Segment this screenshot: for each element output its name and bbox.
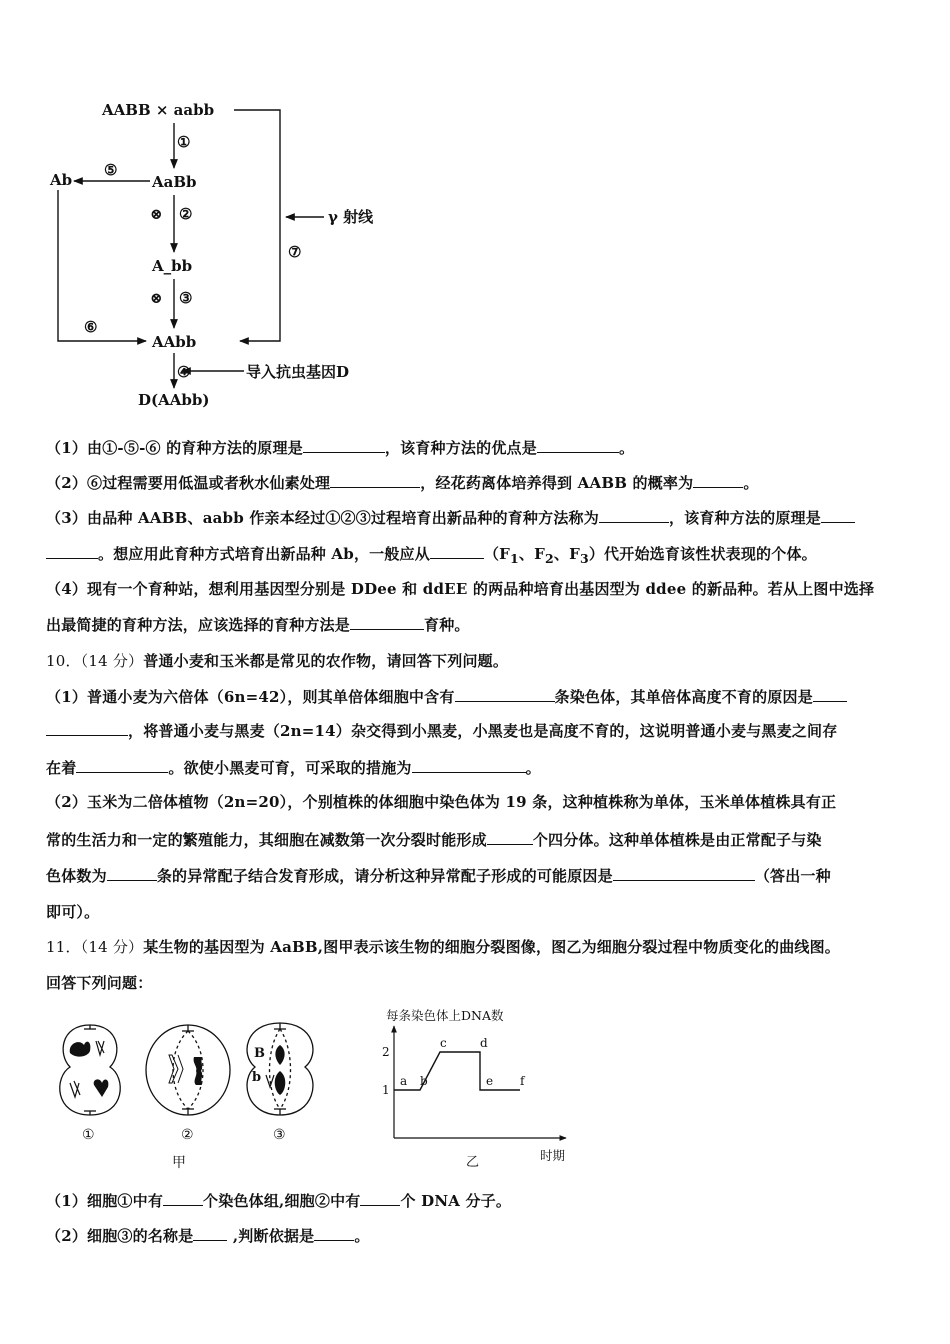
breeding-diagram [40,95,400,415]
answer-blank[interactable] [813,687,847,702]
q10-part2-line4: 即可）。 [46,903,100,921]
figure-jia-cells [40,1015,330,1175]
answer-blank[interactable] [46,721,128,736]
q11-heading: 11．（14 分）某生物的基因型为 AaBB,图甲表示该生物的细胞分裂图像，图乙为细胞分裂过程中物质变化的曲线图。 [46,938,841,956]
q9-part2: （2）⑥过程需要用低温或者秋水仙素处理 ，经花药离体培养得到 AABB 的概率为 。 [46,474,759,492]
point-label-e: e [486,1074,494,1088]
q11-part2: （2）细胞③的名称是 ,判断依据是 。 [46,1227,370,1245]
answer-blank[interactable] [360,1191,400,1206]
gamma-label: γ 射线 [328,208,374,226]
point-label-b: b [420,1074,428,1088]
answer-blank[interactable] [693,473,743,488]
y-tick-label: 2 [382,1045,390,1059]
step3-label: ③ [179,289,193,307]
q10-part2-line2: 常的生活力和一定的繁殖能力，其细胞在减数第一次分裂时能形成 个四分体。这种单体植株是由正常配子与染 [46,831,822,849]
x-axis-label: 时期 [540,1148,566,1163]
cell-label-1: ① [82,1127,95,1143]
gene-label: 导入抗虫基因D [246,363,350,381]
cell3-gene-b: b [252,1070,262,1085]
answer-blank[interactable] [46,544,98,559]
series-line [394,1052,520,1090]
answer-blank[interactable] [537,438,619,453]
q11-heading-line2: 回答下列问题： [46,974,153,992]
answer-blank[interactable] [314,1226,354,1241]
answer-blank[interactable] [350,615,424,630]
cross-symbol-2: ⊗ [150,205,163,223]
step1-label: ① [177,133,191,151]
haploid-text: Ab [50,171,73,189]
answer-blank[interactable] [821,508,855,523]
cell-2-outline [146,1025,230,1115]
step4-label: ④ [177,363,191,381]
figure-jia-label: 甲 [172,1155,186,1171]
cell-label-3: ③ [273,1127,286,1143]
result-text: D(AAbb) [138,391,210,409]
step2-label: ② [179,205,193,223]
chromosome [275,1045,284,1065]
answer-blank[interactable] [613,866,755,881]
step7-label: ⑦ [288,243,302,261]
q10-part2-line1: （2）玉米为二倍体植物（2n=20），个别植株的体细胞中染色体为 19 条，这种植株称为单体，玉米单体植株具有正 [46,793,837,811]
figure-yi-label: 乙 [466,1155,480,1170]
cell-1-outline [60,1025,120,1115]
figure-yi-chart [370,1000,590,1175]
cross-symbol-3: ⊗ [150,289,163,307]
q10-part1-line3: 在着 。欲使小黑麦可育，可采取的措施为 。 [46,759,541,777]
answer-blank[interactable] [107,866,157,881]
q9-part3-line1: （3）由品种 AABB、aabb 作亲本经过①②③过程培育出新品种的育种方法称为 ，该育种方法的原理是 [46,507,855,528]
cell3-gene-B: B [254,1046,265,1061]
f1-text: AaBb [152,173,197,191]
answer-blank[interactable] [455,687,555,702]
q9-part4-line2: 出最简捷的育种方法，应该选择的育种方法是 育种。 [46,616,470,634]
chromosome [70,1081,80,1097]
q10-part1-line2: ，将普通小麦与黑麦（2n=14）杂交得到小黑麦，小黑麦也是高度不育的，这说明普通小麦与黑麦之间存 [46,720,837,741]
chart-title: 每条染色体上DNA数 [386,1008,504,1023]
y-tick-label: 1 [382,1083,390,1097]
q10-heading: 10．（14 分）普通小麦和玉米都是常见的农作物，请回答下列问题。 [46,652,509,670]
point-label-c: c [440,1036,447,1050]
step6-label: ⑥ [84,318,98,336]
chromosome [94,1079,109,1097]
answer-blank[interactable] [599,508,669,523]
cell-label-2: ② [181,1127,194,1143]
point-label-f: f [520,1074,525,1088]
answer-blank[interactable] [487,830,533,845]
step5-label: ⑤ [104,161,118,179]
chromosome [178,1055,183,1083]
chromosome [96,1041,104,1055]
chromosome [169,1055,178,1083]
chromosome [275,1071,286,1095]
answer-blank[interactable] [430,544,484,559]
point-label-d: d [480,1036,488,1050]
q9-part1: （1）由①-⑤-⑥ 的育种方法的原理是 ，该育种方法的优点是 。 [46,439,635,457]
answer-blank[interactable] [76,758,168,773]
q9-part3-line2: 。想应用此育种方式培育出新品种 Ab，一般应从 （$F_1$、$F_2$、$F_3$）代开始选育该性状表现的个体。 [46,543,817,566]
chromosome [194,1057,203,1085]
q9-part4-line1: （4）现有一个育种站，想利用基因型分别是 DDee 和 ddEE 的两品种培育出基因型为 ddee 的新品种。若从上图中选择 [46,580,875,598]
cross-text: AABB × aabb [102,101,215,119]
pure-text: AAbb [152,333,197,351]
chromosome [70,1042,91,1057]
answer-blank[interactable] [163,1191,203,1206]
answer-blank[interactable] [303,438,385,453]
q10-part2-line3: 色体数为 条的异常配子结合发育形成，请分析这种异常配子形成的可能原因是 （答出一种 [46,867,831,885]
answer-blank[interactable] [330,473,420,488]
cell-3-outline [247,1023,313,1115]
point-label-a: a [400,1074,408,1088]
answer-blank[interactable] [412,758,526,773]
answer-blank[interactable] [193,1226,227,1241]
q11-part1: （1）细胞①中有 个染色体组,细胞②中有 个 DNA 分子。 [46,1192,512,1210]
f2-text: A_bb [152,257,193,275]
q10-part1-line1: （1）普通小麦为六倍体（6n=42），则其单倍体细胞中含有 条染色体，其单倍体高度不育的原因是 [46,686,847,707]
